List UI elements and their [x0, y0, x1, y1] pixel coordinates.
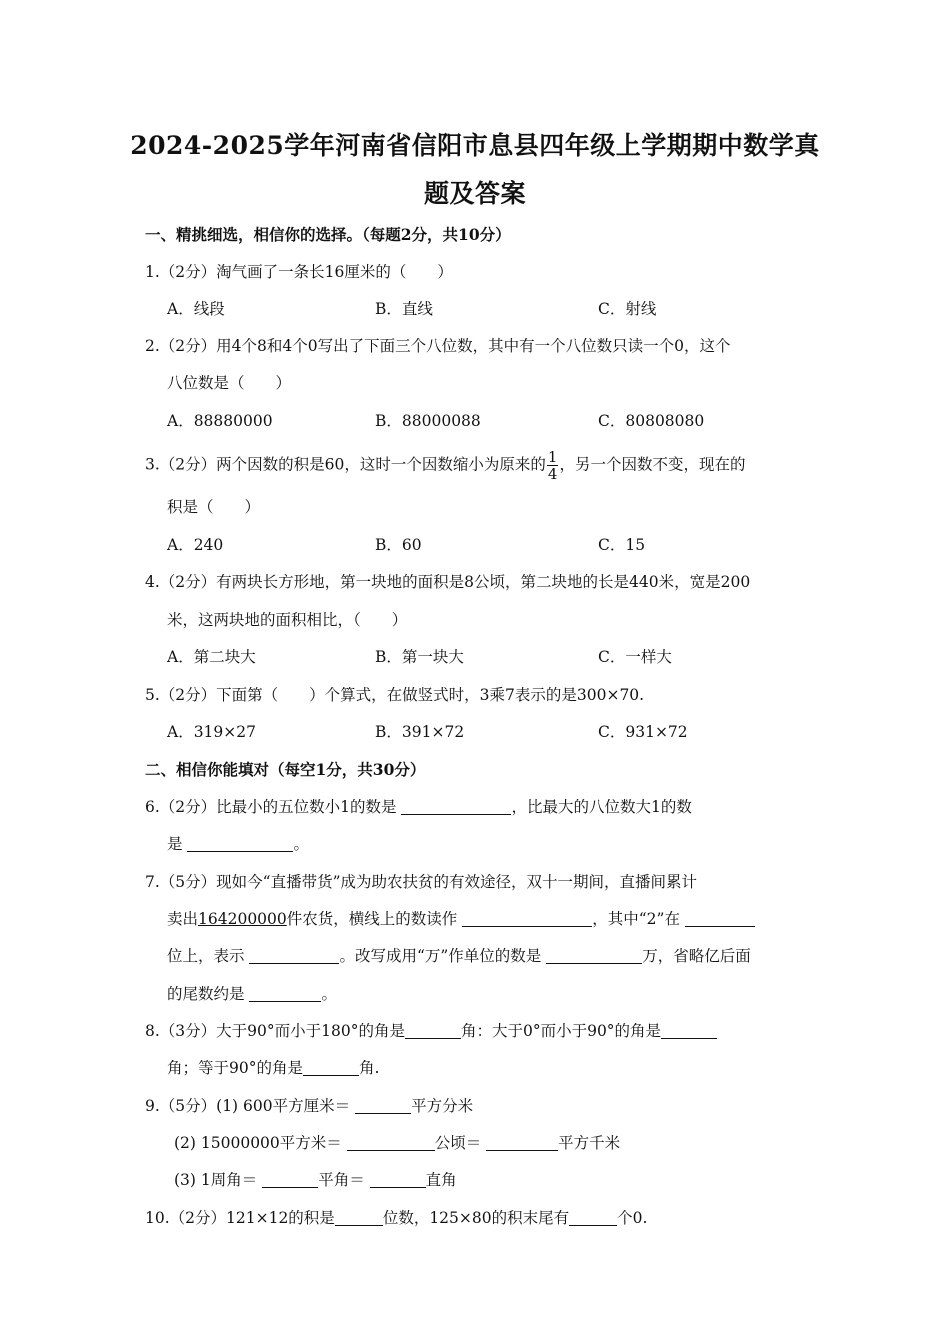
q1-option-c: C．射线 [598, 300, 657, 318]
question-6 [145, 797, 692, 817]
q3-option-a: A．240 [167, 536, 224, 554]
q1-option-b: B．直线 [375, 300, 433, 318]
fraction-numerator: 1 [547, 448, 558, 466]
q8-text-1: 8.（3分）大于90°而小于180°的角是 [145, 1022, 405, 1040]
q9-blank-3[interactable] [486, 1134, 558, 1151]
q7-text-g: 的尾数约是 [167, 985, 245, 1003]
q7-text-b: 件农货，横线上的数读作 [286, 910, 458, 928]
q4-option-a: A．第二块大 [167, 648, 256, 666]
q6-blank-1[interactable] [401, 798, 511, 815]
question-4: 4.（2分）有两块长方形地，第一块地的面积是8公顷，第二块地的长是440米，宽是200 [145, 573, 751, 591]
question-8-cont [167, 1058, 379, 1078]
q6-text-1: 6.（2分）比最小的五位数小1的数是 [145, 798, 397, 816]
q2-option-b: B．88000088 [375, 412, 481, 430]
q7-text-d: 位上，表示 [167, 947, 245, 965]
q9-text-5: 平方千米 [558, 1134, 621, 1152]
q5-option-a: A．319×27 [167, 723, 256, 741]
q6-text-3: 是 [167, 835, 183, 853]
q5-option-c: C．931×72 [598, 723, 688, 741]
document-title-line1: 2024-2025学年河南省信阳市息县四年级上学期期中数学真 [130, 131, 820, 160]
q9-text-4: 公顷＝ [434, 1134, 482, 1152]
document-title-line2: 题及答案 [423, 179, 526, 208]
q7-text-a: 卖出 [167, 910, 199, 928]
section1-heading: 一、精挑细选，相信你的选择。（每题2分，共10分） [145, 225, 511, 244]
question-8 [145, 1021, 717, 1041]
q4-option-b: B．第一块大 [375, 648, 464, 666]
question-9-part3 [174, 1170, 457, 1190]
q7-text-f: 万，省略亿后面 [642, 947, 751, 965]
q6-text-4: 。 [293, 835, 309, 853]
q9-text-7: 平角＝ [318, 1171, 365, 1189]
q8-text-2: 角：大于0°而小于90°的角是 [460, 1022, 662, 1040]
q8-text-3: 角；等于90°的角是 [167, 1059, 303, 1077]
q9-text-2: 平方分米 [411, 1097, 474, 1115]
question-7-line3 [167, 946, 751, 966]
q2-option-c: C．80808080 [598, 412, 705, 430]
question-9-part2 [174, 1133, 620, 1153]
q8-text-4: 角. [358, 1059, 380, 1077]
question-7-line4 [167, 984, 337, 1004]
q9-blank-4[interactable] [262, 1171, 318, 1188]
q8-blank-2[interactable] [661, 1022, 717, 1039]
q2-option-a: A．88880000 [167, 412, 273, 430]
question-3-text: 3.（2分）两个因数的积是60，这时一个因数缩小为原来的 [145, 455, 546, 474]
q7-text-c: ，其中“2”在 [592, 910, 680, 928]
q6-text-2: ，比最大的八位数大1的数 [511, 798, 692, 816]
question-1: 1.（2分）淘气画了一条长16厘米的（ ） [145, 263, 453, 281]
q9-text-8: 直角 [425, 1171, 457, 1189]
question-4-cont: 米，这两块地的面积相比，（ ） [167, 611, 408, 629]
q10-blank-2[interactable] [569, 1209, 617, 1226]
fraction-denominator: 4 [547, 465, 558, 483]
q9-blank-5[interactable] [370, 1171, 426, 1188]
q7-blank-3[interactable] [249, 947, 339, 964]
q7-text-e: 。改写成用“万”作单位的数是 [339, 947, 542, 965]
question-3 [145, 449, 745, 482]
question-3-cont: 积是（ ） [167, 498, 261, 516]
question-7: 7.（5分）现如今“直播带货”成为助农扶贫的有效途径，双十一期间，直播间累计 [145, 873, 698, 891]
question-6-cont [167, 834, 309, 854]
q8-blank-3[interactable] [303, 1059, 359, 1076]
question-10 [145, 1208, 647, 1228]
q10-blank-1[interactable] [335, 1209, 383, 1226]
question-3-text-post: ，另一个因数不变，现在的 [559, 455, 746, 474]
q9-blank-1[interactable] [355, 1097, 411, 1114]
question-9 [145, 1096, 473, 1116]
q9-text-1: 9.（5分）(1) 600平方厘米＝ [145, 1097, 351, 1115]
q7-blank-5[interactable] [249, 985, 321, 1002]
q7-text-h: 。 [321, 985, 337, 1003]
q7-blank-2[interactable] [685, 910, 755, 927]
q7-blank-1[interactable] [462, 910, 592, 927]
q8-blank-1[interactable] [405, 1022, 461, 1039]
q7-number: 164200000 [198, 910, 287, 928]
q9-text-3: (2) 15000000平方米＝ [174, 1134, 342, 1152]
section2-heading: 二、相信你能填对（每空1分，共30分） [145, 760, 426, 779]
q10-text-3: 个0. [617, 1209, 648, 1227]
question-2: 2.（2分）用4个8和4个0写出了下面三个八位数，其中有一个八位数只读一个0，这个 [145, 337, 731, 355]
q1-option-a: A．线段 [167, 300, 225, 318]
q9-blank-2[interactable] [347, 1134, 435, 1151]
q9-text-6: (3) 1周角＝ [174, 1171, 258, 1189]
question-2-cont: 八位数是（ ） [167, 374, 292, 392]
q5-option-b: B．391×72 [375, 723, 465, 741]
q3-option-b: B．60 [375, 536, 422, 554]
q10-text-1: 10.（2分）121×12的积是 [145, 1209, 335, 1227]
q3-option-c: C．15 [598, 536, 646, 554]
question-5: 5.（2分）下面第（ ）个算式，在做竖式时，3乘7表示的是300×70. [145, 686, 645, 704]
q6-blank-2[interactable] [187, 835, 293, 852]
question-7-line2 [167, 909, 755, 929]
q4-option-c: C．一样大 [598, 648, 672, 666]
fraction [547, 449, 559, 482]
q10-text-2: 位数，125×80的积末尾有 [382, 1209, 570, 1227]
q7-blank-4[interactable] [546, 947, 642, 964]
